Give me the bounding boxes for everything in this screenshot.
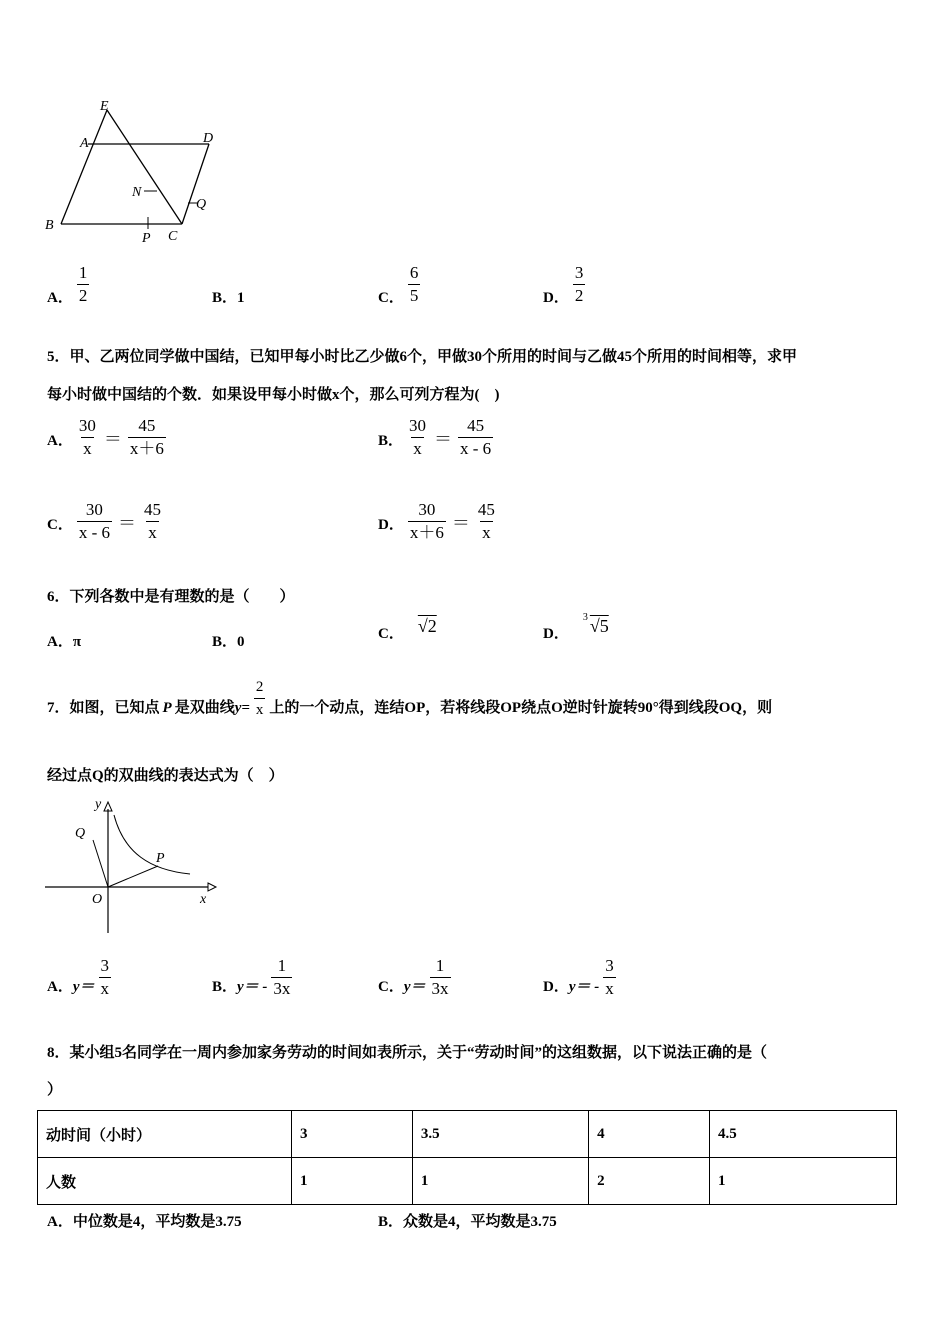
q5-option-a[interactable]: [47, 415, 170, 460]
denominator: x: [413, 439, 422, 458]
q6-option-b[interactable]: [212, 630, 245, 651]
table-cell: 3: [292, 1111, 413, 1158]
numerator: 6: [409, 263, 419, 282]
option-letter: B．: [212, 634, 238, 650]
numerator: 30: [85, 500, 103, 519]
denominator: x: [83, 439, 92, 458]
denominator: x - 6: [460, 439, 492, 458]
label-x: x: [200, 892, 207, 907]
option-letter: D．: [378, 517, 404, 533]
q7-text-post: 上的一个动点，连结OP，若将线段OP绕点O逆时针旋转90°得到线段OQ，则: [269, 700, 773, 716]
option-letter: B．: [212, 290, 238, 306]
q4-option-a[interactable]: [47, 262, 93, 307]
q4-option-d[interactable]: [543, 262, 589, 307]
denominator: x: [148, 523, 157, 542]
option-letter: A．: [47, 433, 73, 449]
numerator: 1: [78, 263, 88, 282]
q5-line1: 5．甲、乙两位同学做中国结，已知甲每小时比乙少做6个，甲做30个所用的时间与乙做45个所用的时间相等，求甲: [47, 349, 798, 365]
table-cell: 2: [589, 1158, 710, 1205]
parallelogram-figure: [40, 98, 230, 248]
q7-line2: 经过点Q的双曲线的表达式为（ ）: [47, 768, 284, 784]
numerator: 45: [467, 416, 485, 435]
label-O: O: [92, 892, 103, 907]
option-letter: D．: [543, 626, 569, 642]
root-index: 3: [582, 612, 588, 623]
numerator: 1: [277, 956, 287, 975]
label-A: A: [80, 136, 89, 151]
denominator: x: [605, 979, 614, 998]
numerator: 30: [409, 416, 427, 435]
q7-option-c[interactable]: [378, 955, 455, 1000]
option-text: 0: [237, 634, 245, 650]
numerator: 45: [144, 500, 162, 519]
q6-option-d[interactable]: [543, 612, 609, 643]
denominator: x＋6: [129, 439, 164, 458]
option-letter: C．: [378, 290, 404, 306]
hyperbola-figure: [40, 795, 220, 935]
table-cell: 4.5: [710, 1111, 897, 1158]
option-letter: B．: [378, 1214, 404, 1230]
numerator: 3: [574, 263, 584, 282]
fraction: [77, 499, 112, 544]
q4-option-c[interactable]: [378, 262, 424, 307]
denominator: x: [254, 698, 266, 721]
table-cell: 4: [589, 1111, 710, 1158]
label-C: C: [168, 229, 178, 244]
q4-option-b[interactable]: [212, 286, 245, 307]
label-P: P: [142, 231, 151, 246]
option-prefix: y＝: [403, 979, 426, 995]
option-prefix: y＝: [72, 979, 95, 995]
label-P: P: [156, 851, 165, 866]
q7-option-d[interactable]: [543, 955, 620, 1000]
denominator: 5: [409, 286, 419, 305]
table-cell: 动时间（小时）: [38, 1111, 292, 1158]
table-cell: 1: [412, 1158, 588, 1205]
q7-point-p: P: [162, 700, 172, 716]
option-letter: A．: [47, 979, 73, 995]
q6-text: 6．下列各数中是有理数的是（ ）: [47, 589, 295, 605]
q7-option-a[interactable]: [47, 955, 115, 1000]
q6-option-c[interactable]: [378, 616, 437, 643]
q7-line1: [47, 676, 772, 721]
option-letter: A．: [47, 1214, 73, 1230]
denominator: x: [482, 523, 491, 542]
denominator: 2: [78, 286, 88, 305]
option-letter: D．: [543, 290, 569, 306]
numerator: 3: [605, 956, 614, 975]
equals: ＝: [434, 428, 453, 449]
numerator: 30: [418, 500, 436, 519]
fraction: [142, 499, 163, 544]
label-N: N: [132, 185, 142, 200]
q5-option-b[interactable]: [378, 415, 497, 460]
q7-option-b[interactable]: [212, 955, 296, 1000]
option-text: 众数是4，平均数是3.75: [403, 1214, 557, 1230]
numerator: 45: [138, 416, 156, 435]
option-letter: A．: [47, 290, 73, 306]
fraction: [430, 955, 451, 1000]
equals: ＝: [118, 512, 137, 533]
option-text: √5: [589, 616, 609, 636]
table-cell: 3.5: [412, 1111, 588, 1158]
fraction: [408, 499, 446, 544]
q7-text-pre: 7．如图，已知点: [47, 700, 160, 716]
option-letter: B．: [212, 979, 238, 995]
option-text: 中位数是4，平均数是3.75: [72, 1214, 242, 1230]
denominator: 2: [574, 286, 584, 305]
table-row: [38, 1158, 897, 1205]
fraction: [271, 955, 292, 1000]
label-Q: Q: [75, 826, 86, 841]
fraction: [128, 415, 166, 460]
option-letter: A．: [47, 634, 73, 650]
label-B: B: [45, 218, 54, 233]
q5-option-c[interactable]: [47, 499, 167, 544]
option-prefix: y＝ -: [237, 979, 268, 995]
fraction: [408, 262, 421, 307]
fraction: [458, 415, 493, 460]
q5-option-d[interactable]: [378, 499, 501, 544]
option-letter: B．: [378, 433, 404, 449]
option-letter: D．: [543, 979, 569, 995]
option-prefix: y＝ -: [568, 979, 600, 995]
option-text: π: [72, 634, 82, 650]
q8-option-b[interactable]: [378, 1210, 557, 1231]
q8-line2: ）: [47, 1082, 63, 1098]
denominator: 3x: [273, 979, 291, 998]
numerator: 3: [100, 956, 110, 975]
option-letter: C．: [47, 517, 73, 533]
numerator: 2: [255, 679, 264, 695]
fraction: [407, 415, 428, 460]
q8-option-a[interactable]: [47, 1210, 242, 1231]
equals: ＝: [103, 428, 122, 449]
fraction: [77, 415, 98, 460]
numerator: 45: [477, 500, 495, 519]
option-text: √2: [417, 616, 437, 636]
q5-line2: 每小时做中国结的个数．如果设甲每小时做x个，那么可列方程为( ): [47, 387, 500, 403]
option-letter: C．: [378, 626, 404, 642]
label-y: y: [95, 797, 102, 812]
label-D: D: [203, 131, 214, 146]
label-Q: Q: [196, 197, 207, 212]
option-letter: C．: [378, 979, 404, 995]
q8-line1: 8．某小组5名同学在一周内参加家务劳动的时间如表所示，关于“劳动时间”的这组数据，以下说法正确的是（: [47, 1045, 768, 1061]
fraction: [573, 262, 586, 307]
label-E: E: [100, 99, 109, 114]
fraction: [603, 955, 616, 1000]
numerator: 30: [78, 416, 96, 435]
fraction: [77, 262, 90, 307]
q6-option-a[interactable]: [47, 630, 81, 651]
fraction: [476, 499, 497, 544]
table-cell: 1: [292, 1158, 413, 1205]
table-row: [38, 1111, 897, 1158]
option-text: 1: [237, 290, 245, 306]
denominator: 3x: [431, 979, 449, 998]
q7-text-mid: 是双曲线: [174, 700, 235, 716]
table-cell: 1: [710, 1158, 897, 1205]
fraction: [254, 676, 266, 721]
numerator: 1: [435, 956, 445, 975]
equals: ＝: [451, 512, 470, 533]
q7-y: y=: [234, 700, 250, 716]
denominator: x: [100, 979, 110, 998]
fraction: [99, 955, 112, 1000]
denominator: x - 6: [78, 523, 111, 542]
labor-time-table: [37, 1110, 897, 1205]
table-cell: 人数: [38, 1158, 292, 1205]
denominator: x＋6: [409, 523, 444, 542]
